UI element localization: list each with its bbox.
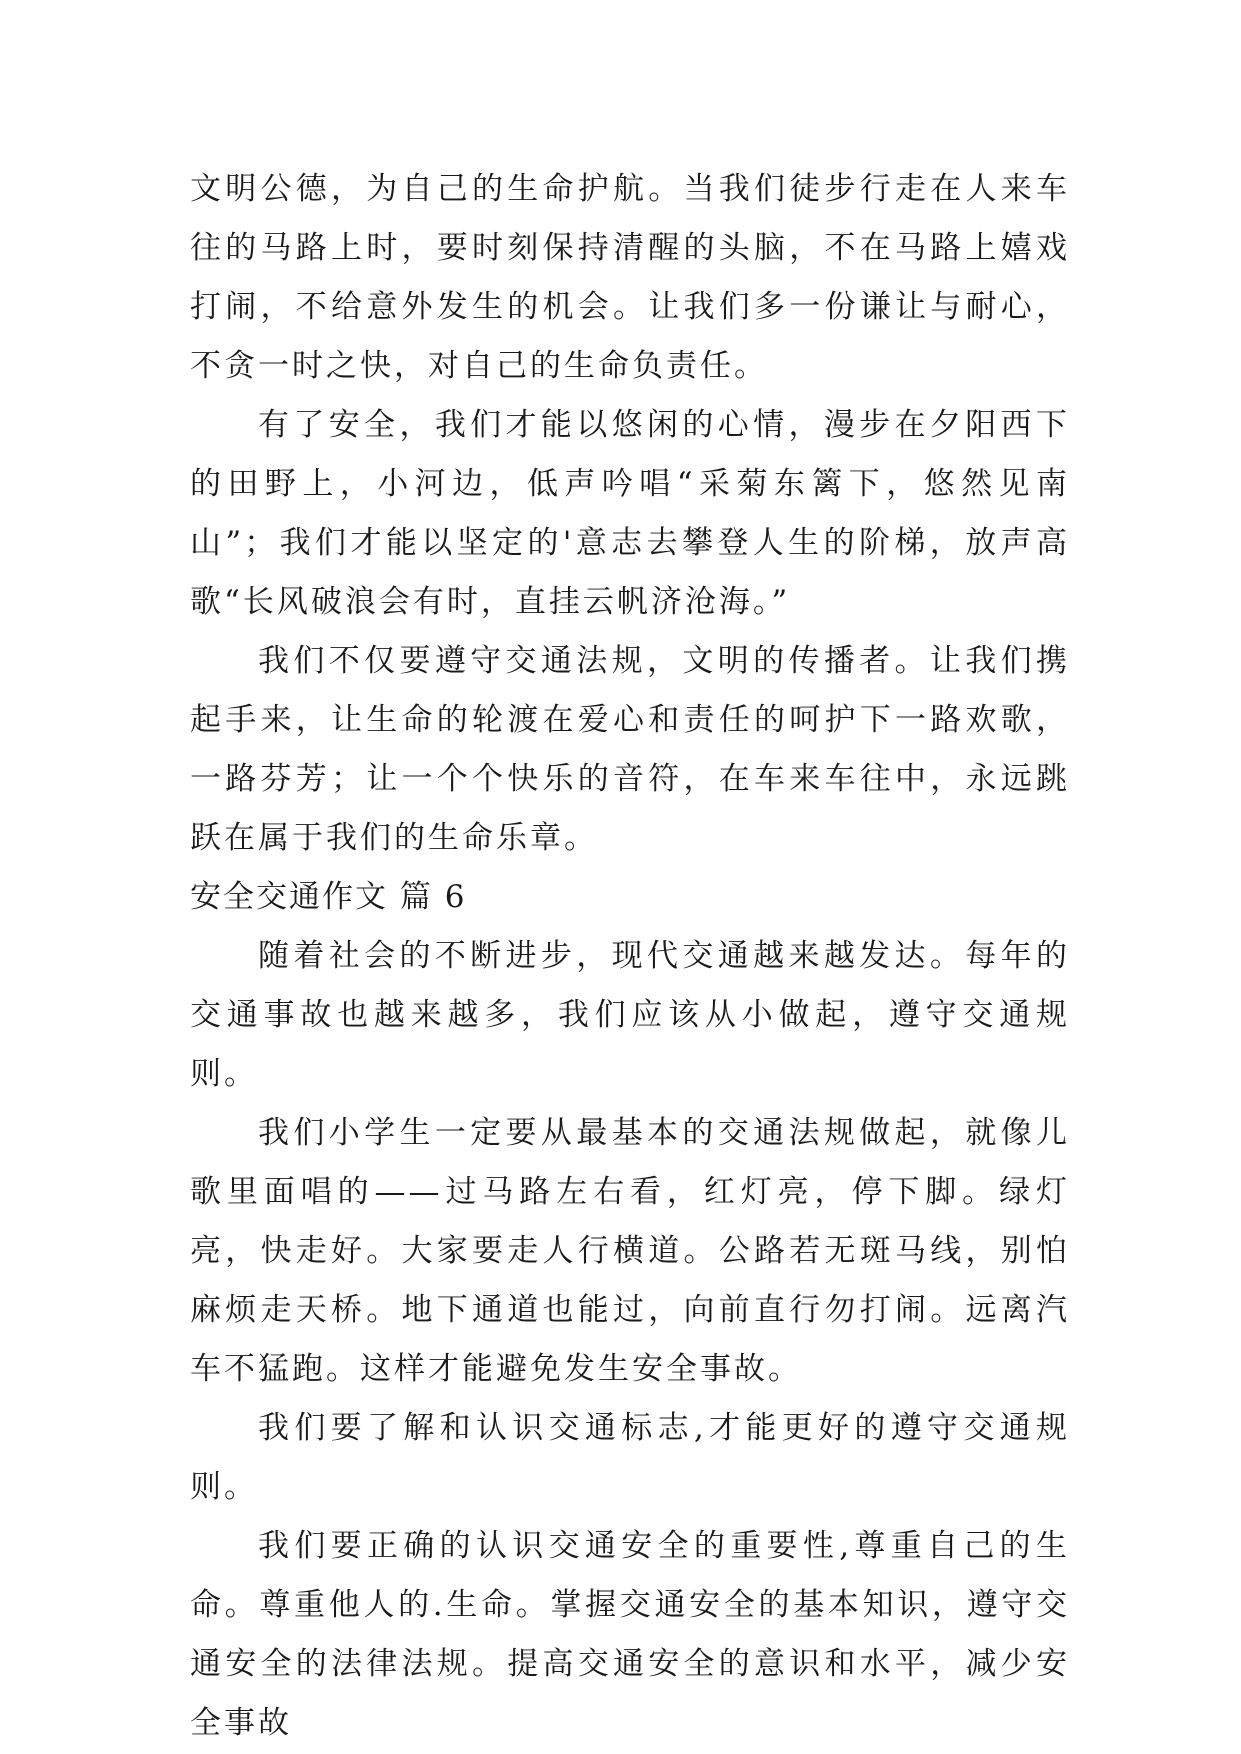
paragraph-5: 我们小学生一定要从最基本的交通法规做起，就像儿歌里面唱的——过马路左右看，红灯亮，停下脚。绿灯亮，快走好。大家要走人行横道。公路若无斑马线，别怕麻烦走天桥。地下通道也能过，向前直行勿打闹。远离汽车不猛跑。这样才能避免发生安全事故。 bbox=[190, 1115, 1070, 1387]
paragraph-4: 随着社会的不断进步，现代交通越来越发达。每年的交通事故也越来越多，我们应该从小做起，遵守交通规则。 bbox=[190, 938, 1070, 1092]
paragraph-3: 我们不仅要遵守交通法规，文明的传播者。让我们携起手来，让生命的轮渡在爱心和责任的呵护下一路欢歌，一路芬芳；让一个个快乐的音符，在车来车往中，永远跳跃在属于我们的生命乐章。 bbox=[190, 643, 1070, 856]
paragraph-6: 我们要了解和认识交通标志,才能更好的遵守交通规则。 bbox=[190, 1410, 1070, 1505]
paragraph-1: 文明公德，为自己的生命护航。当我们徒步行走在人来车往的马路上时，要时刻保持清醒的头脑，不在马路上嬉戏打闹，不给意外发生的机会。让我们多一份谦让与耐心，不贪一时之快，对自己的生命负责任。 bbox=[190, 171, 1070, 384]
document-body bbox=[190, 160, 1070, 1753]
paragraph-2: 有了安全，我们才能以悠闲的心情，漫步在夕阳西下的田野上，小河边，低声吟唱“采菊东篱下，悠然见南山”；我们才能以坚定的'意志去攀登人生的阶梯，放声高歌“长风破浪会有时，直挂云帆济沧海。” bbox=[190, 407, 1070, 620]
section-heading: 安全交通作文 篇 6 bbox=[190, 879, 467, 915]
paragraph-7: 我们要正确的认识交通安全的重要性,尊重自己的生命。尊重他人的.生命。掌握交通安全的基本知识，遵守交通安全的法律法规。提高交通安全的意识和水平，减少安全事故 bbox=[190, 1528, 1070, 1741]
